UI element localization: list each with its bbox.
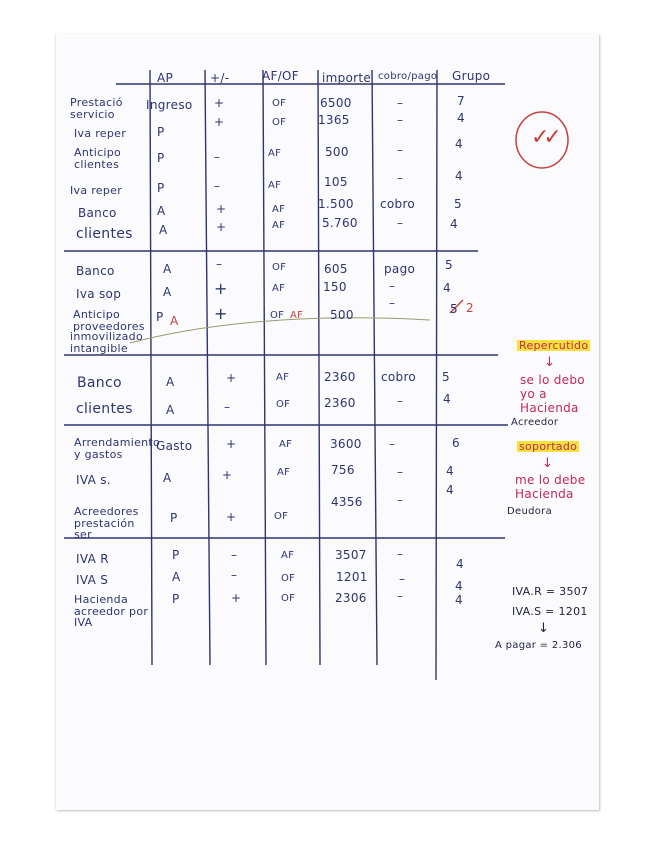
cell-sign: +: [216, 220, 227, 234]
cell-afof: AF: [272, 204, 286, 215]
account-label: Banco: [77, 375, 122, 391]
cell-cobro-pago: –: [389, 279, 396, 293]
cell-ap: P: [170, 511, 178, 525]
cell-amount: 500: [325, 145, 349, 159]
cell-cobro-pago: –: [397, 547, 404, 561]
cell-sign: +: [231, 591, 242, 605]
cell-ap: A: [159, 223, 168, 237]
cell-sign: –: [216, 257, 223, 271]
cell-group: 4: [443, 281, 451, 295]
account-label: IVA s.: [76, 473, 111, 487]
cell-sign: +: [214, 279, 228, 298]
cell-cobro-pago: cobro: [380, 197, 416, 211]
cell-ap: A: [163, 471, 172, 485]
note-repercutido: Repercutido: [519, 339, 589, 352]
cell-group: 4: [455, 593, 463, 607]
cell-ap: A: [172, 570, 181, 584]
cell-amount: 1365: [318, 113, 350, 127]
cell-amount: 6500: [320, 96, 352, 110]
cell-group: 4: [455, 579, 463, 593]
cell-cobro-pago: cobro: [381, 370, 417, 384]
cell-afof: AF: [279, 439, 293, 450]
cell-sign: –: [214, 179, 221, 193]
account-label: Acreedores prestación ser: [74, 505, 139, 542]
cell-cobro-pago: –: [397, 96, 404, 110]
account-label: Prestació servicio: [70, 96, 123, 121]
cell-ap: P: [157, 181, 165, 195]
cell-group: 4: [450, 217, 458, 231]
cell-afof: AF: [272, 220, 286, 231]
cell-afof: OF: [274, 511, 289, 522]
cell-afof: OF: [270, 310, 285, 321]
cell-afof: OF: [276, 399, 291, 410]
cell-sign: –: [224, 400, 231, 414]
calc-iva-r: IVA.R = 3507: [512, 585, 589, 598]
cell-cobro-pago: –: [397, 171, 404, 185]
cell-afof-correction: AF: [290, 310, 304, 321]
cell-group: 5: [445, 258, 453, 272]
cell-cobro-pago: –: [389, 437, 396, 451]
cell-cobro-pago: –: [389, 296, 396, 310]
cell-cobro-pago: –: [397, 394, 404, 408]
cell-ap: P: [172, 548, 180, 562]
account-label: Iva reper: [74, 127, 127, 140]
cell-group: 5: [442, 370, 450, 384]
cell-ap: P: [172, 592, 180, 606]
cell-cobro-pago: –: [397, 143, 404, 157]
cell-amount: 1201: [336, 570, 368, 584]
cell-amount: 605: [324, 262, 348, 276]
header-ap: AP: [157, 71, 174, 85]
account-label: Iva reper: [70, 184, 123, 197]
arrow-down-icon: ↓: [538, 621, 550, 636]
cell-group: 7: [457, 94, 465, 108]
cell-ap: Gasto: [156, 439, 193, 453]
cell-amount: 150: [323, 280, 347, 294]
cell-sign: +: [214, 304, 228, 323]
account-label: Arrendamiento y gastos: [74, 436, 161, 461]
cell-sign: –: [231, 548, 238, 562]
check-mark-icon: ✓✓: [531, 125, 556, 150]
account-label: Hacienda acreedor por IVA: [74, 593, 149, 630]
cell-sign: +: [214, 115, 225, 129]
account-label: Anticipo proveedores: [73, 308, 145, 333]
cell-sign: –: [214, 150, 221, 164]
cell-ap: A: [157, 204, 166, 218]
cell-cobro-pago: –: [397, 216, 404, 230]
calc-iva-s: IVA.S = 1201: [512, 605, 588, 618]
cell-amount: 3507: [335, 548, 367, 562]
cell-group: 6: [452, 436, 460, 450]
cell-amount: 756: [331, 463, 355, 477]
cell-amount: 105: [324, 175, 348, 189]
cell-afof: AF: [268, 180, 282, 191]
cell-sign: +: [226, 510, 237, 524]
account-label: clientes: [76, 401, 133, 417]
calc-a-pagar: A pagar = 2.306: [495, 640, 582, 651]
cell-sign: +: [216, 202, 227, 216]
cell-afof: OF: [281, 573, 296, 584]
note-deudora: Deudora: [507, 506, 552, 517]
cell-afof: AF: [281, 550, 295, 561]
cell-afof: OF: [272, 117, 287, 128]
cell-sign: +: [226, 437, 237, 451]
cell-afof: OF: [272, 262, 287, 273]
cell-afof: AF: [272, 283, 286, 294]
cell-cobro-pago: pago: [384, 262, 416, 276]
cell-group-correction: 2: [466, 301, 474, 315]
cell-ap: P: [157, 151, 165, 165]
account-label: IVA R: [76, 552, 109, 566]
cell-group: 5: [450, 302, 458, 316]
cell-amount: 1.500: [318, 197, 354, 211]
account-label: Anticipo clientes: [74, 146, 122, 171]
header-sign: +/-: [210, 71, 230, 85]
cell-amount: 2360: [324, 396, 356, 410]
account-label: IVA S: [76, 573, 109, 587]
header-cobro-pago: cobro/pago: [378, 71, 438, 82]
cell-ap-correction: A: [170, 314, 179, 328]
cell-sign: +: [226, 371, 237, 385]
cell-afof: OF: [272, 98, 287, 109]
cell-cobro-pago: –: [399, 572, 406, 586]
header-grupo: Grupo: [452, 69, 491, 83]
note-acreedor: Acreedor: [511, 417, 559, 428]
cell-ap: A: [166, 403, 175, 417]
cell-sign: –: [231, 568, 238, 582]
account-label: Iva sop: [76, 287, 122, 301]
cell-group: 4: [443, 392, 451, 406]
cell-group: 4: [446, 464, 454, 478]
cell-amount: 2306: [335, 591, 367, 605]
cell-group: 4: [455, 137, 463, 151]
cell-ap: Ingreso: [146, 98, 193, 112]
note-sop-text: me lo debe Hacienda: [515, 473, 586, 501]
account-label: Banco: [76, 264, 115, 278]
cell-ap: A: [163, 262, 172, 276]
cell-afof: AF: [277, 467, 291, 478]
cell-ap: A: [166, 375, 175, 389]
cell-sign: +: [214, 96, 225, 110]
cell-sign: +: [222, 468, 233, 482]
cell-group: 4: [456, 557, 464, 571]
cell-ap: A: [163, 285, 172, 299]
cell-group: 4: [457, 111, 465, 125]
header-importe: importe: [322, 71, 372, 85]
account-label: clientes: [76, 226, 133, 242]
header-afof: AF/OF: [262, 69, 300, 83]
cell-cobro-pago: –: [397, 113, 404, 127]
cell-ap: P: [156, 310, 164, 324]
cell-cobro-pago: –: [397, 493, 404, 507]
arrow-down-icon: ↓: [544, 355, 556, 370]
arrow-down-icon: ↓: [542, 456, 554, 471]
cell-amount: 4356: [331, 495, 363, 509]
cell-amount: 2360: [324, 370, 356, 384]
note-rep-text: se lo debo yo a Hacienda: [520, 373, 585, 415]
cell-amount: 3600: [330, 437, 362, 451]
cell-group: 4: [455, 169, 463, 183]
account-note: inmovilizado intangible: [70, 330, 143, 355]
cell-group: 5: [454, 197, 462, 211]
cell-cobro-pago: –: [397, 589, 404, 603]
account-label: Banco: [78, 206, 117, 220]
cell-afof: OF: [281, 593, 296, 604]
cell-afof: AF: [276, 372, 290, 383]
cell-afof: AF: [268, 148, 282, 159]
cell-cobro-pago: –: [397, 465, 404, 479]
note-soportado: soportado: [519, 440, 578, 453]
cell-amount: 500: [330, 308, 354, 322]
cell-ap: P: [157, 125, 165, 139]
cell-group: 4: [446, 483, 454, 497]
cell-amount: 5.760: [322, 216, 358, 230]
